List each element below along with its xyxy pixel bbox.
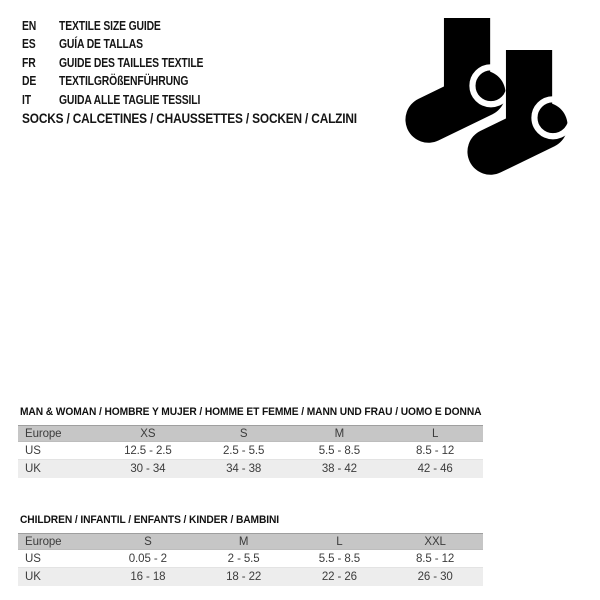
size-value: 34 - 38 xyxy=(226,462,262,475)
column-header-region: Europe xyxy=(18,534,100,550)
language-code: IT xyxy=(22,91,31,107)
size-table-children xyxy=(18,514,483,586)
table-title: CHILDREN / INFANTIL / ENFANTS / KINDER / BAMBINI xyxy=(20,514,280,526)
size-value: 16 - 18 xyxy=(130,570,166,583)
size-value: 26 - 30 xyxy=(417,570,453,583)
column-header-region: Europe xyxy=(18,426,100,442)
size-value: 5.5 - 8.5 xyxy=(292,442,388,460)
column-header-size: L xyxy=(387,426,483,442)
size-value: 12.5 - 2.5 xyxy=(100,442,196,460)
language-row-en xyxy=(22,16,239,35)
language-code: ES xyxy=(22,36,36,52)
size-value: 8.5 - 12 xyxy=(387,550,483,568)
language-row-it xyxy=(22,90,239,109)
column-header-size: M xyxy=(292,426,388,442)
language-list xyxy=(22,16,239,109)
size-value: 42 - 46 xyxy=(417,462,453,475)
size-value: 22 - 26 xyxy=(321,570,357,583)
row-label: US xyxy=(18,442,100,460)
size-value: 18 - 22 xyxy=(226,570,262,583)
category-title: SOCKS / CALCETINES / CHAUSSETTES / SOCKEN / CALZINI xyxy=(22,111,357,126)
column-header-size: S xyxy=(196,426,292,442)
size-value: 2.5 - 5.5 xyxy=(196,442,292,460)
table-row-uk xyxy=(18,460,483,478)
table-title: MAN & WOMAN / HOMBRE Y MUJER / HOMME ET FEMME / MANN UND FRAU / UOMO E DONNA xyxy=(20,406,482,418)
language-code: EN xyxy=(22,17,37,33)
size-chart-table xyxy=(18,533,483,586)
language-code: DE xyxy=(22,73,37,89)
size-value: 38 - 42 xyxy=(321,462,357,475)
language-label: TEXTILGRÖßENFÜHRUNG xyxy=(59,73,189,89)
language-label: GUIDE DES TAILLES TEXTILE xyxy=(59,54,204,70)
language-row-es xyxy=(22,35,239,54)
column-header-size: XXL xyxy=(387,534,483,550)
column-header-size: M xyxy=(196,534,292,550)
language-row-fr xyxy=(22,53,239,72)
language-label: GUÍA DE TALLAS xyxy=(59,36,143,52)
size-table-man-woman xyxy=(18,406,483,478)
row-label: UK xyxy=(25,462,41,475)
table-row-uk xyxy=(18,568,483,586)
table-row-us xyxy=(18,550,483,568)
language-label: GUIDA ALLE TAGLIE TESSILI xyxy=(59,91,201,107)
column-header-size: S xyxy=(100,534,196,550)
row-label: UK xyxy=(25,570,41,583)
size-value: 0.05 - 2 xyxy=(100,550,196,568)
language-code: FR xyxy=(22,54,36,70)
sock-back xyxy=(429,18,510,120)
language-label: TEXTILE SIZE GUIDE xyxy=(59,17,161,33)
table-row-us xyxy=(18,442,483,460)
table-header-row xyxy=(18,426,483,442)
table-header-row xyxy=(18,534,483,550)
size-value: 8.5 - 12 xyxy=(387,442,483,460)
size-value: 5.5 - 8.5 xyxy=(292,550,388,568)
column-header-size: XS xyxy=(100,426,196,442)
size-value: 30 - 34 xyxy=(130,462,166,475)
size-value: 2 - 5.5 xyxy=(196,550,292,568)
language-row-de xyxy=(22,72,239,91)
size-chart-table xyxy=(18,425,483,478)
row-label: US xyxy=(18,550,100,568)
socks-icon xyxy=(404,10,576,182)
column-header-size: L xyxy=(292,534,388,550)
